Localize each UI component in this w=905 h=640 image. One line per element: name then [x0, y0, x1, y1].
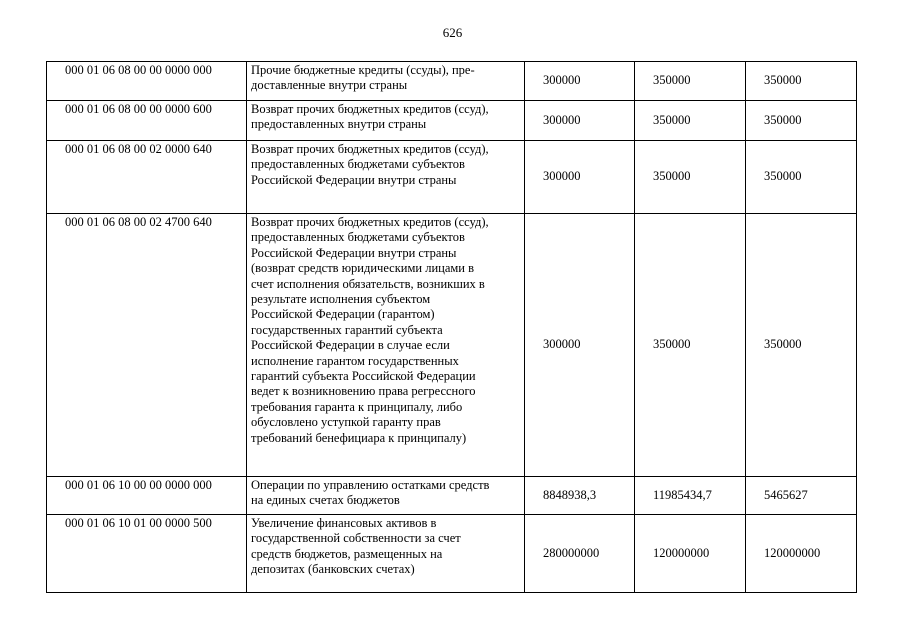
amount-year-1-cell: 300000: [525, 101, 635, 141]
amount-year-3-cell: 350000: [746, 141, 857, 214]
amount-year-3-cell: 350000: [746, 214, 857, 477]
budget-code-cell: 000 01 06 08 00 02 0000 640: [47, 141, 247, 214]
budget-code-cell: 000 01 06 08 00 02 4700 640: [47, 214, 247, 477]
description-cell: [247, 214, 525, 477]
amount-year-2-cell: 350000: [635, 214, 746, 477]
description-text: Увеличение финансовых активов в государственной собственности за счет средств бюджетов, размещенных на депозитах (банковских счетах): [251, 516, 461, 577]
description-text: Прочие бюджетные кредиты (ссуды), пре- доставленные внутри страны: [251, 63, 475, 93]
amount-year-1-cell: 300000: [525, 141, 635, 214]
table-row: [47, 214, 857, 477]
description-cell: [247, 515, 525, 593]
amount-year-2-cell: 120000000: [635, 515, 746, 593]
amount-year-3-cell: 120000000: [746, 515, 857, 593]
amount-year-3-cell: 5465627: [746, 477, 857, 515]
budget-code-cell: 000 01 06 10 01 00 0000 500: [47, 515, 247, 593]
description-text: Возврат прочих бюджетных кредитов (ссуд), предоставленных бюджетами субъектов Российской Федерации внутри страны: [251, 142, 489, 187]
amount-year-1-cell: 300000: [525, 214, 635, 477]
amount-year-1-cell: 280000000: [525, 515, 635, 593]
amount-year-2-cell: 350000: [635, 101, 746, 141]
table-row: [47, 515, 857, 593]
description-text: Возврат прочих бюджетных кредитов (ссуд), предоставленных внутри страны: [251, 102, 489, 132]
budget-code-cell: 000 01 06 08 00 00 0000 600: [47, 101, 247, 141]
amount-year-1-cell: 300000: [525, 62, 635, 101]
budget-sources-table: [46, 61, 857, 593]
budget-code-cell: 000 01 06 08 00 00 0000 000: [47, 62, 247, 101]
description-cell: [247, 141, 525, 214]
table-row: [47, 477, 857, 515]
page-number: 626: [442, 25, 463, 40]
amount-year-3-cell: 350000: [746, 101, 857, 141]
table-row: [47, 62, 857, 101]
description-text: Возврат прочих бюджетных кредитов (ссуд), предоставленных бюджетами субъектов Российской Федерации внутри страны (возврат средств юридическими лицами в счет исполнения обязательств, возникших в результате исполнения субъектом Российской Федерации (гарантом) государственных гарантий субъекта Российской Федерации в случае если исполнение гарантом государственных гарантий субъекта Российской Федерации ведет к возникновению права регрессного требования гаранта к принципалу, либо обусловлено уступкой гаранту прав требований бенефициара к принципалу): [251, 215, 489, 445]
amount-year-3-cell: 350000: [746, 62, 857, 101]
table-row: [47, 101, 857, 141]
table-row: [47, 141, 857, 214]
description-cell: [247, 62, 525, 101]
amount-year-2-cell: 11985434,7: [635, 477, 746, 515]
description-cell: [247, 477, 525, 515]
description-text: Операции по управлению остатками средств на единых счетах бюджетов: [251, 478, 490, 508]
amount-year-1-cell: 8848938,3: [525, 477, 635, 515]
amount-year-2-cell: 350000: [635, 141, 746, 214]
description-cell: [247, 101, 525, 141]
amount-year-2-cell: 350000: [635, 62, 746, 101]
budget-code-cell: 000 01 06 10 00 00 0000 000: [47, 477, 247, 515]
